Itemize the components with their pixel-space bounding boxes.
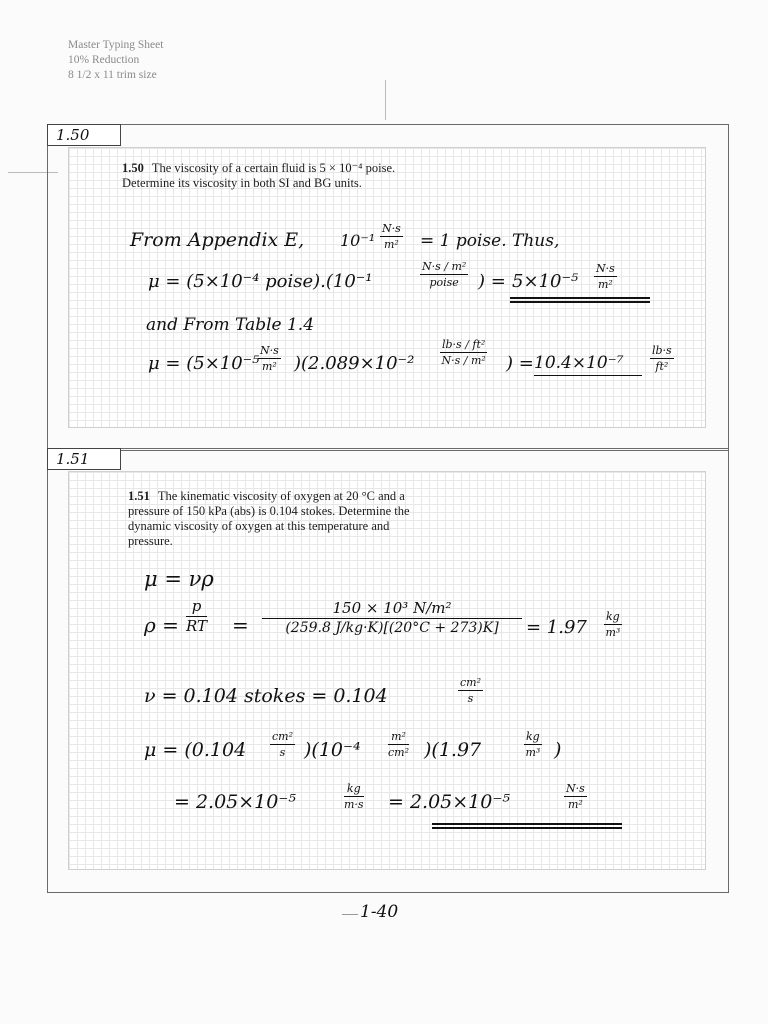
fraction-unit: $\frac{\text{m²}}{\text{cm²}}$ [388, 730, 410, 759]
result-underline [534, 375, 642, 376]
bg-equation-c: ) = [506, 353, 534, 374]
typing-sheet-header [68, 38, 163, 83]
problem-text: The kinematic viscosity of oxygen at 20 °C and a pressure of 150 kPa (abs) is 0.104 stokes. Determine the dynamic viscosity of oxygen at this temperature and pressure. [128, 489, 410, 548]
result-underline [432, 827, 622, 829]
mu-product-d: ) [554, 739, 562, 761]
problem-statement [122, 161, 404, 191]
solution-line-1a: From Appendix E, [130, 229, 305, 251]
mu-equation-a: μ = (5×10⁻⁴ poise).(10⁻¹ [148, 271, 373, 292]
result-underline [510, 301, 650, 303]
result-underline [510, 297, 650, 299]
fraction-unit: $\frac{kg}{\text{m³}}$ [525, 730, 541, 759]
fraction-unit: $\frac{\text{cm²}}{s}$ [460, 676, 482, 705]
density-fraction: $\frac{\text{150 × 10³ N/m²}}{(259.8 J/kg\cdot K)[(20^\circ C + 273)K]}$ [262, 601, 522, 635]
fraction-unit: $\frac{kg}{\text{m³}}$ [605, 610, 621, 639]
mu-product-c: )(1.97 [424, 739, 482, 761]
problem-tab-label: 1.50 [56, 126, 90, 144]
fraction-unit: $\frac{\text{cm²}}{s}$ [272, 730, 294, 759]
problem-tab [47, 448, 121, 470]
bg-equation-b: )(2.089×10⁻² [294, 353, 415, 374]
problem-number: 1.51 [128, 489, 150, 503]
fraction-unit: $\frac{N\cdot s}{\text{m²}}$ [382, 222, 401, 251]
solution-line-1b: 10⁻¹ [340, 231, 376, 250]
header-line-1: Master Typing Sheet [68, 39, 164, 51]
problem-text: The viscosity of a certain fluid is 5 × 10⁻⁴ poise. Determine its viscosity in both SI and BG units. [122, 161, 396, 190]
header-line-2: 10% Reduction [68, 54, 140, 66]
final-result-b: = 2.05×10⁻⁵ [388, 791, 511, 813]
fraction-unit: $\frac{\text{lb·s / ft²}}{\text{N·s / m²}}$ [441, 338, 486, 367]
fraction-unit: $\frac{N\cdot s}{\text{m²}}$ [260, 344, 279, 373]
problem-statement [128, 489, 410, 549]
header-line-3: 8 1/2 x 11 trim size [68, 69, 157, 81]
mu-product-b: )(10⁻⁴ [304, 739, 361, 761]
bg-equation-a: μ = (5×10⁻⁵ [148, 353, 260, 374]
solution-line-1c: = 1 poise. Thus, [420, 231, 560, 251]
mu-equation-b: ) = [478, 271, 506, 292]
problem-1-50-panel [47, 124, 729, 451]
result-underline [432, 823, 622, 825]
page-number: 1-40 [360, 902, 399, 922]
nu-conversion: ν = 0.104 stokes = 0.104 [144, 685, 388, 707]
si-result: 5×10⁻⁵ [512, 271, 579, 292]
fraction-unit: N·s / m² poise [422, 260, 467, 289]
fraction-unit: $\frac{N\cdot s}{\text{m²}}$ [596, 262, 615, 291]
rho-label: ρ = [144, 613, 179, 637]
problem-1-51-panel [47, 448, 729, 893]
problem-tab-label: 1.51 [56, 450, 90, 468]
fraction-unit: $\frac{kg}{m\cdot s}$ [344, 782, 364, 811]
problem-tab [47, 124, 121, 146]
fraction-unit: $\frac{lb\cdot s}{\text{ft²}}$ [652, 344, 672, 373]
density-result: = 1.97 [526, 617, 587, 638]
mu-product-a: μ = (0.104 [144, 739, 247, 761]
problem-number: 1.50 [122, 161, 144, 175]
crop-mark [385, 80, 386, 120]
final-result-a: = 2.05×10⁻⁵ [174, 791, 297, 813]
rho-equals: = [232, 613, 249, 637]
and-from-table: and From Table 1.4 [146, 315, 315, 335]
fraction-unit: $\frac{N\cdot s}{\text{m²}}$ [566, 782, 585, 811]
bg-result: 10.4×10⁻⁷ [534, 353, 624, 373]
fraction-p-over-rt: $\frac{p}{RT}$ [186, 597, 208, 635]
page-number-dash [342, 914, 358, 915]
mu-nu-rho: μ = νρ [144, 567, 214, 591]
